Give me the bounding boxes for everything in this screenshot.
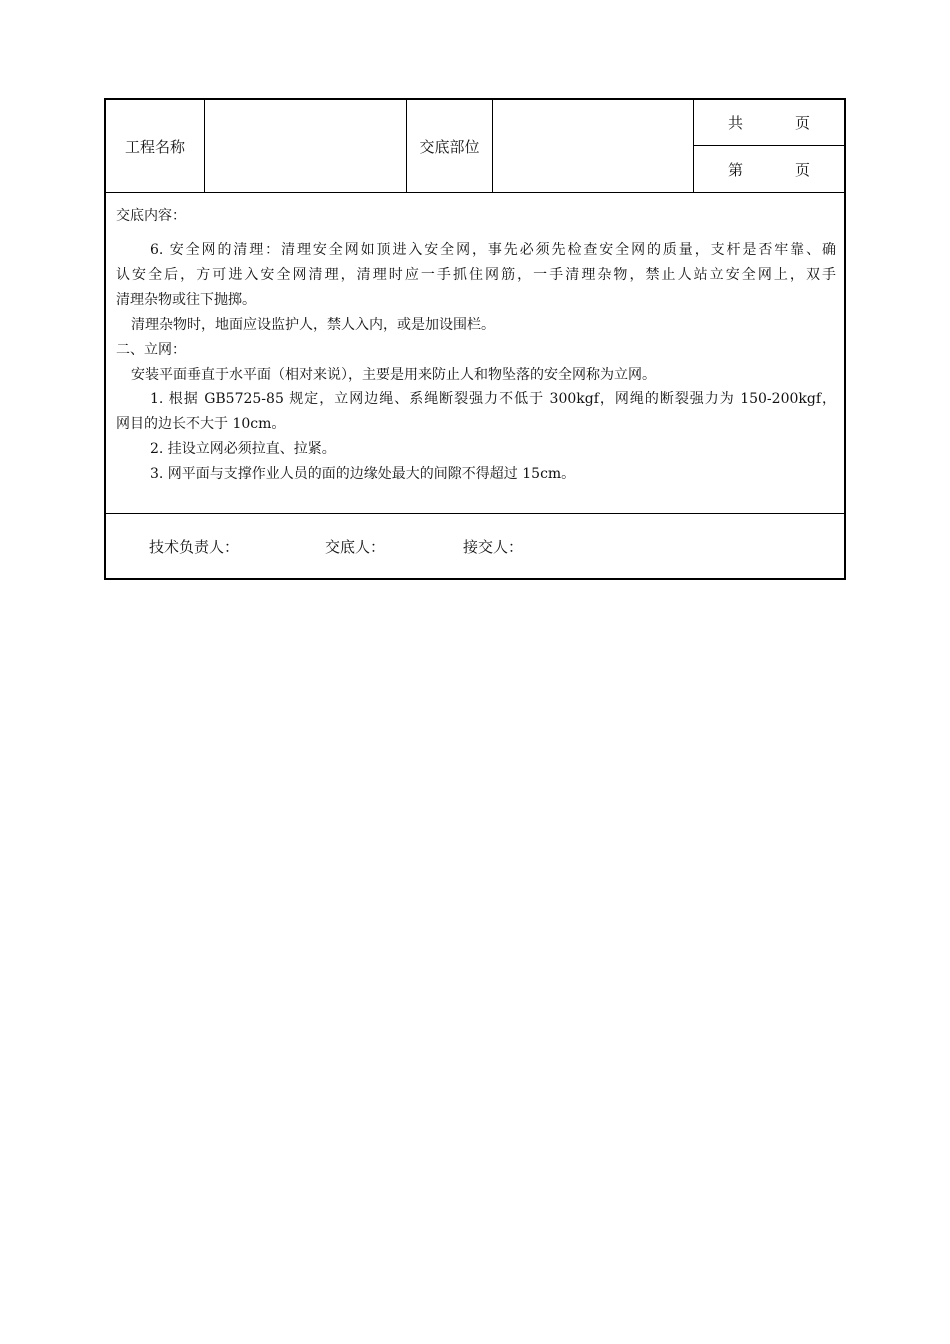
page-suffix: 页 — [795, 160, 811, 179]
total-prefix: 共 — [728, 114, 744, 132]
presenter-signature: 交底人： — [325, 538, 386, 556]
disclosure-content — [106, 193, 844, 514]
signature-row — [106, 514, 844, 580]
content-line: 2. 挂设立网必须拉直、拉紧。 — [150, 441, 336, 457]
total-pages — [694, 100, 844, 146]
current-page — [694, 146, 844, 192]
project-name-field[interactable] — [205, 100, 407, 192]
tech-lead-signature: 技术负责人： — [149, 538, 240, 556]
content-line: 3. 网平面与支撑作业人员的面的边缘处最大的间隙不得超过 15cm。 — [150, 466, 576, 482]
page-prefix: 第 — [728, 160, 744, 179]
disclosure-location-field[interactable] — [493, 100, 694, 192]
content-line: 清理杂物或往下抛掷。 — [116, 292, 256, 308]
form-header — [106, 100, 844, 193]
project-name-label: 工程名称 — [106, 100, 205, 192]
disclosure-location-label: 交底部位 — [407, 100, 493, 192]
total-suffix: 页 — [795, 114, 811, 132]
content-line: 安装平面垂直于水平面（相对来说），主要是用来防止人和物坠落的安全网称为立网。 — [131, 367, 656, 383]
receiver-signature: 接交人： — [463, 538, 524, 556]
disclosure-form — [104, 98, 846, 580]
content-line: 清理杂物时，地面应设监护人，禁人入内，或是加设围栏。 — [131, 317, 495, 333]
content-line: 1. 根据 GB5725-85 规定，立网边绳、系绳断裂强力不低于 300kgf，网绳的断裂强力为 150-200kgf， — [150, 391, 836, 407]
content-heading: 交底内容： — [116, 208, 186, 224]
content-line: 二、立网： — [116, 342, 186, 358]
content-line: 网目的边长不大于 10cm。 — [116, 416, 286, 432]
page-count-cell — [694, 100, 844, 192]
content-line: 认安全后，方可进入安全网清理，清理时应一手抓住网筋，一手清理杂物，禁止人站立安全网上，双手 — [116, 267, 836, 283]
content-line: 6. 安全网的清理：清理安全网如顶进入安全网，事先必须先检查安全网的质量，支杆是否牢靠、确 — [150, 242, 836, 258]
